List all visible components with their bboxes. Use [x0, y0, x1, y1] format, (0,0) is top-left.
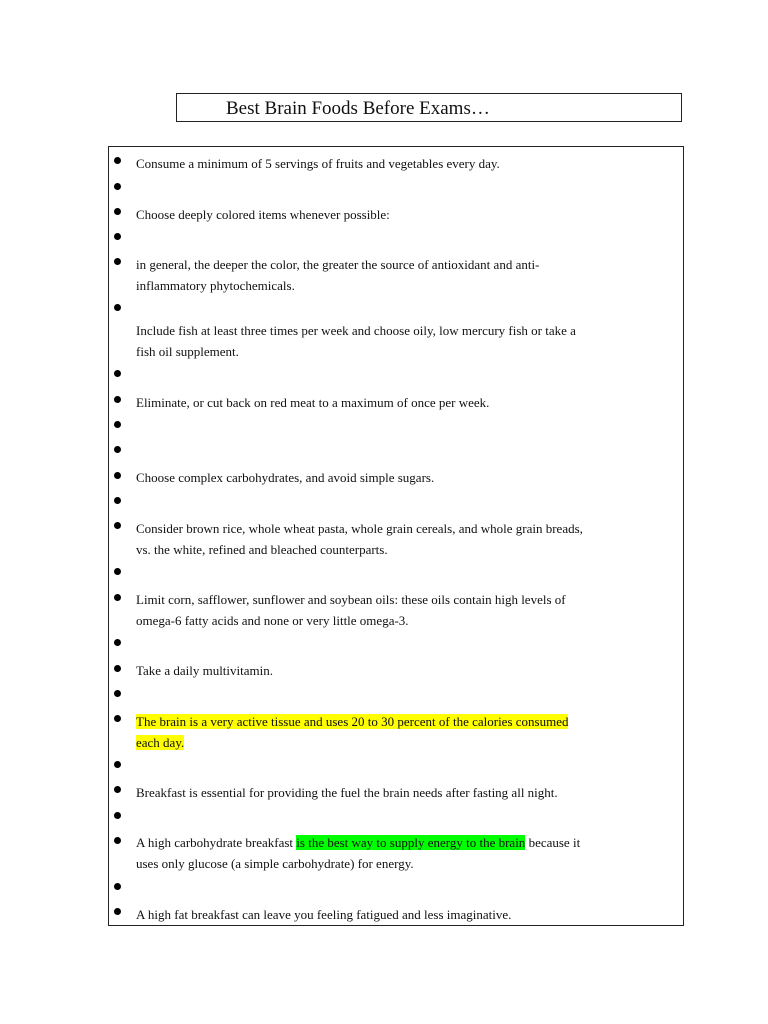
list-item-text: in general, the deeper the color, the greater the source of antioxidant and anti-	[136, 257, 540, 272]
bullet	[114, 157, 121, 164]
list-item-text: omega-6 fatty acids and none or very little omega-3.	[136, 613, 409, 628]
bullet	[114, 639, 121, 646]
highlighted-line	[136, 732, 676, 754]
bullet	[114, 183, 121, 190]
bullet	[114, 446, 121, 453]
bullet	[114, 761, 121, 768]
bullet	[114, 208, 121, 215]
green-highlight-text: is the best way to supply energy to the brain	[296, 835, 526, 850]
bullet	[114, 421, 121, 428]
bullet	[114, 522, 121, 529]
list-item-text: Choose deeply colored items whenever possible:	[136, 207, 390, 222]
bullet	[114, 665, 121, 672]
mixed-highlight-line	[136, 832, 676, 854]
list-item-text: A high fat breakfast can leave you feeling fatigued and less imaginative.	[136, 907, 512, 922]
list-item-text: Breakfast is essential for providing the fuel the brain needs after fasting all night.	[136, 785, 558, 800]
yellow-highlight-text: each day.	[136, 735, 185, 750]
title-box	[176, 93, 682, 122]
bullet	[114, 883, 121, 890]
bullet	[114, 472, 121, 479]
bullet	[114, 396, 121, 403]
list-item-text: Eliminate, or cut back on red meat to a maximum of once per week.	[136, 395, 490, 410]
plain-text-segment: A high carbohydrate breakfast	[136, 835, 297, 850]
list-item-text: Include fish at least three times per week and choose oily, low mercury fish or take a	[136, 323, 576, 338]
list-item-text: inflammatory phytochemicals.	[136, 278, 295, 293]
list-item-text: Choose complex carbohydrates, and avoid simple sugars.	[136, 470, 435, 485]
bullet	[114, 370, 121, 377]
document-title: Best Brain Foods Before Exams…	[226, 98, 490, 119]
bullet	[114, 786, 121, 793]
list-item-text: uses only glucose (a simple carbohydrate) for energy.	[136, 856, 414, 871]
bullet	[114, 304, 121, 311]
bullet	[114, 812, 121, 819]
list-item-text: fish oil supplement.	[136, 344, 239, 359]
bullet	[114, 690, 121, 697]
bullet	[114, 837, 121, 844]
bullet	[114, 233, 121, 240]
bullet	[114, 568, 121, 575]
yellow-highlight-text: The brain is a very active tissue and uses 20 to 30 percent of the calories consumed	[136, 714, 569, 729]
list-item-text: Consume a minimum of 5 servings of fruits and vegetables every day.	[136, 156, 500, 171]
list-item-text: vs. the white, refined and bleached counterparts.	[136, 542, 388, 557]
bullet	[114, 908, 121, 915]
highlighted-line	[136, 711, 676, 733]
list-item-text: Consider brown rice, whole wheat pasta, whole grain cereals, and whole grain breads,	[136, 521, 583, 536]
list-item-text: Take a daily multivitamin.	[136, 663, 274, 678]
bullet	[114, 258, 121, 265]
plain-text-segment: because it	[525, 835, 581, 850]
bullet	[114, 715, 121, 722]
bullet	[114, 497, 121, 504]
bullet	[114, 594, 121, 601]
list-item-text: Limit corn, safflower, sunflower and soybean oils: these oils contain high levels of	[136, 592, 566, 607]
